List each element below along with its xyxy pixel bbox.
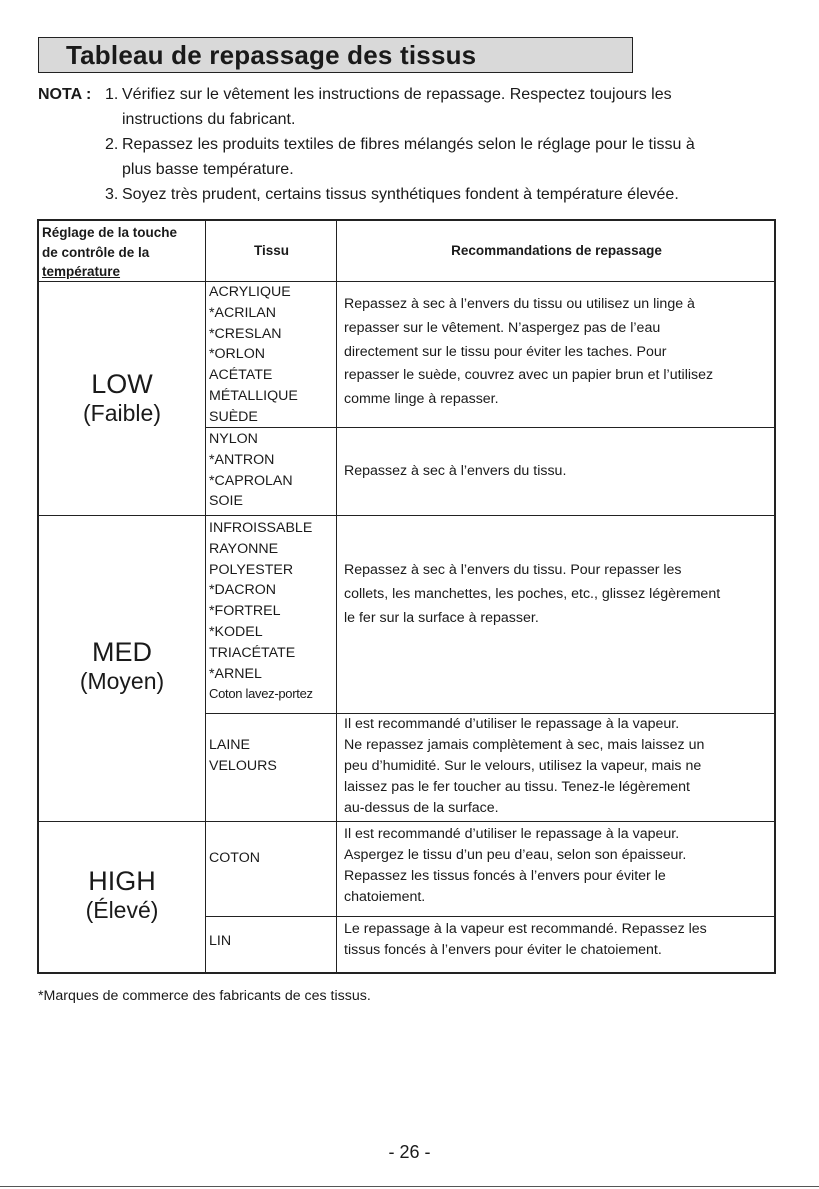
header-setting — [42, 223, 177, 282]
recommendation-line: Le repassage à la vapeur est recommandé. Repassez les — [344, 921, 707, 937]
recommendation-line: collets, les manchettes, les poches, etc., glissez légèrement — [344, 585, 721, 602]
fabric-item: *ANTRON — [209, 451, 275, 468]
bottom-rule — [0, 1186, 819, 1187]
level-high — [39, 866, 205, 924]
header-tissu: Tissu — [253, 243, 289, 258]
level-subtitle: (Faible) — [83, 400, 161, 426]
recommendation-line: Repassez les tissus foncés à l’envers pour éviter le — [344, 868, 666, 884]
fabric-list — [209, 848, 260, 869]
header-setting-line: température — [42, 264, 121, 279]
recommendation-line: directement sur le tissu pour éviter les taches. Pour — [344, 343, 667, 360]
fabric-item: VELOURS — [209, 757, 277, 774]
recommendation-line: comme linge à repasser. — [344, 391, 499, 408]
level-name: HIGH — [88, 866, 156, 896]
fabric-item: *KODEL — [209, 623, 263, 640]
fabric-item: *FORTREL — [209, 603, 281, 620]
recommendation-line: Repassez à sec à l’envers du tissu ou utilisez un linge à — [344, 296, 695, 312]
note-line: Soyez très prudent, certains tissus synthétiques fondent à température élevée. — [122, 186, 679, 203]
column-divider — [205, 221, 206, 972]
recommendation-line: Il est recommandé d’utiliser le repassage à la vapeur. — [344, 826, 680, 842]
fabric-item: ACÉTATE — [209, 367, 273, 384]
recommendation-line: Ne repassez jamais complètement à sec, mais laissez un — [344, 737, 705, 753]
fabric-item: SOIE — [209, 493, 243, 510]
row-divider — [39, 515, 774, 516]
note-line: Repassez les produits textiles de fibres mélangés selon le réglage pour le tissu à — [122, 136, 695, 153]
header-reco: Recommandations de repassage — [451, 243, 662, 258]
recommendation-line: repasser le suède, couvrez avec un papier brun et l’utilisez — [344, 367, 714, 384]
nota-label: NOTA : — [38, 86, 92, 103]
recommendation-line: Repassez à sec à l’envers du tissu. — [344, 463, 567, 479]
page-number: - 26 - — [388, 1142, 431, 1162]
recommendation-line: le fer sur la surface à repasser. — [344, 609, 539, 626]
fabric-item: *ARNEL — [209, 665, 262, 682]
recommendation-line: chatoiement. — [344, 889, 426, 905]
level-name: LOW — [91, 369, 153, 399]
note-line: Vérifiez sur le vêtement les instructions de repassage. Respectez toujours les — [122, 86, 672, 103]
fabric-item: SUÈDE — [209, 408, 258, 425]
fabric-list — [209, 282, 298, 428]
recommendation-line: tissus foncés à l’envers pour éviter le chatoiement. — [344, 942, 662, 958]
page-title: Tableau de repassage des tissus — [66, 40, 477, 70]
recommendation-line: Aspergez le tissu d’un peu d’eau, selon son épaisseur. — [344, 847, 687, 863]
fabric-list — [209, 429, 293, 512]
fabric-item: RAYONNE — [209, 540, 279, 557]
column-divider — [336, 221, 337, 972]
fabric-item: MÉTALLIQUE — [209, 387, 298, 404]
recommendation-line: peu d’humidité. Sur le velours, utilisez la vapeur, mais ne — [344, 758, 702, 774]
fabric-list — [209, 735, 277, 777]
recommendation-line: Il est recommandé d’utiliser le repassage à la vapeur. — [344, 716, 680, 732]
fabric-item: *ACRILAN — [209, 304, 277, 321]
fabric-item: Coton lavez-portez — [209, 686, 313, 702]
recommendation — [344, 293, 713, 412]
fabric-item: *CRESLAN — [209, 325, 282, 342]
note-line: instructions du fabricant. — [122, 111, 296, 128]
fabric-item: ACRYLIQUE — [209, 284, 291, 300]
recommendation — [344, 559, 720, 630]
level-low — [39, 369, 205, 427]
fabric-list — [209, 518, 313, 705]
fabric-item: POLYESTER — [209, 561, 294, 578]
recommendation — [344, 824, 686, 908]
title-banner — [38, 37, 633, 73]
fabric-item: LAINE — [209, 737, 251, 753]
fabric-item: *CAPROLAN — [209, 472, 293, 489]
fabric-item: INFROISSABLE — [209, 520, 313, 536]
level-med — [39, 637, 205, 695]
level-subtitle: (Élevé) — [85, 897, 159, 923]
recommendation — [344, 460, 566, 484]
row-divider — [205, 916, 774, 917]
note-number: 2. — [105, 136, 119, 153]
fabric-item: NYLON — [209, 431, 258, 447]
recommendation — [344, 714, 704, 819]
recommendation — [344, 919, 707, 961]
header-setting-line: Réglage de la touche — [42, 225, 178, 240]
note-number: 3. — [105, 186, 119, 203]
ironing-table — [37, 219, 776, 974]
level-name: MED — [92, 637, 152, 667]
level-subtitle: (Moyen) — [79, 668, 165, 694]
recommendation-line: au-dessus de la surface. — [344, 800, 499, 816]
fabric-item: *ORLON — [209, 346, 265, 363]
fabric-item: COTON — [209, 850, 260, 866]
footnote: *Marques de commerce des fabricants de ces tissus. — [38, 988, 371, 1004]
recommendation-line: laissez pas le fer toucher au tissu. Tenez-le légèrement — [344, 779, 690, 795]
note-number: 1. — [105, 86, 119, 103]
recommendation-line: Repassez à sec à l’envers du tissu. Pour repasser les — [344, 562, 682, 578]
header-setting-line: de contrôle de la — [42, 244, 150, 260]
row-divider — [39, 821, 774, 822]
recommendation-line: repasser sur le vêtement. N’aspergez pas de l’eau — [344, 319, 661, 336]
fabric-item: *DACRON — [209, 582, 277, 599]
fabric-list — [209, 931, 231, 952]
fabric-item: TRIACÉTATE — [209, 644, 296, 661]
note-line: plus basse température. — [122, 161, 294, 178]
fabric-item: LIN — [209, 933, 232, 949]
